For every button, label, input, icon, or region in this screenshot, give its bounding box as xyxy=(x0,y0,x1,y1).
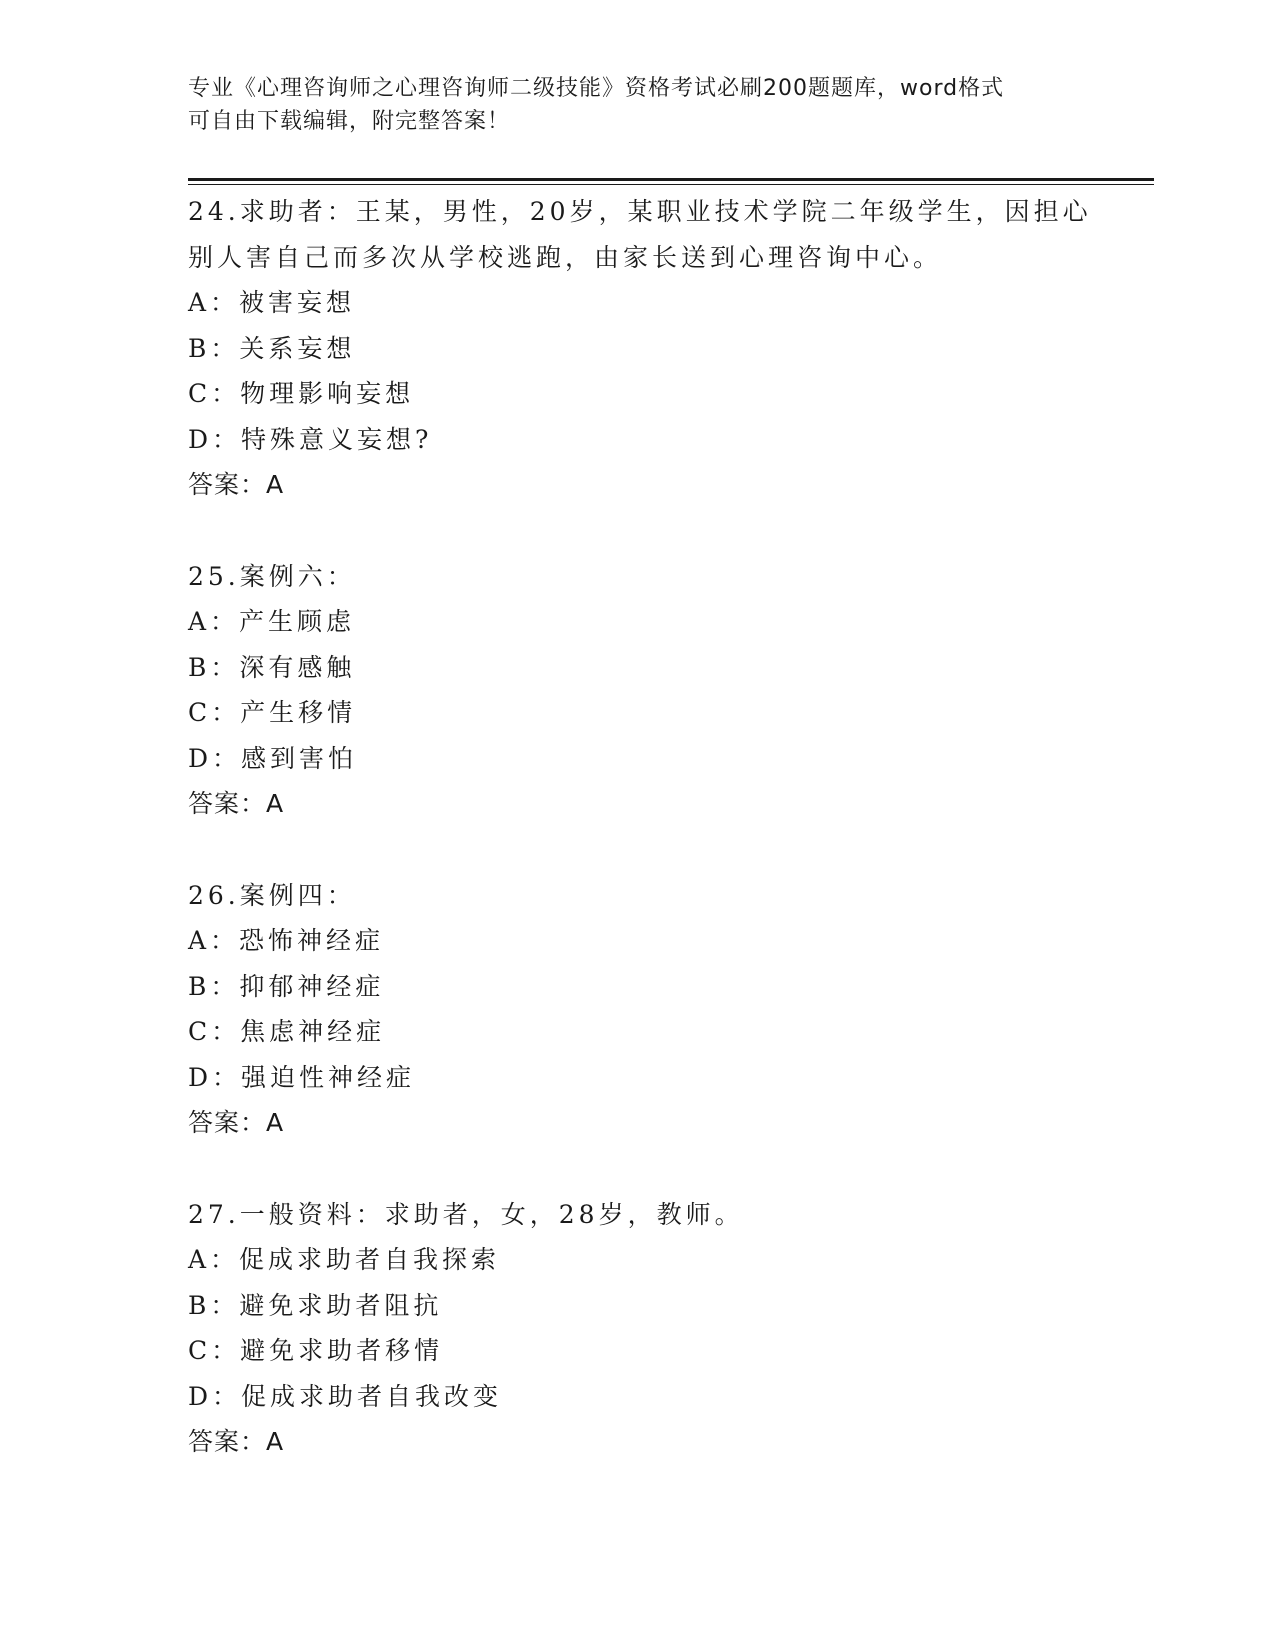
option-a: A：产生顾虑 xyxy=(188,607,356,636)
option-c: C：产生移情 xyxy=(188,698,357,727)
spacer xyxy=(188,508,1088,554)
option-a: A：促成求助者自我探索 xyxy=(188,1245,501,1274)
question-26 xyxy=(188,873,1088,1146)
option-b: B：深有感触 xyxy=(188,652,356,682)
question-25 xyxy=(188,554,1088,827)
answer-label: 答案：A xyxy=(188,470,285,499)
option-b: B：关系妄想 xyxy=(188,333,356,363)
option-a: A：恐怖神经症 xyxy=(188,926,385,955)
header-divider-thick xyxy=(188,178,1154,181)
question-27 xyxy=(188,1192,1088,1465)
option-c: C：避免求助者移情 xyxy=(188,1336,444,1365)
spacer xyxy=(188,1146,1088,1192)
option-a: A：被害妄想 xyxy=(188,288,356,317)
option-b: B：避免求助者阻抗 xyxy=(188,1290,443,1320)
document-header xyxy=(188,72,1088,138)
question-stem: 24.求助者：王某，男性，20岁，某职业技术学院二年级学生，因担心 xyxy=(188,197,1092,226)
question-stem: 27.一般资料：求助者，女，28岁，教师。 xyxy=(188,1199,744,1229)
answer-label: 答案：A xyxy=(188,1108,285,1137)
answer-label: 答案：A xyxy=(188,789,285,818)
option-d: D：感到害怕 xyxy=(188,743,358,773)
answer-label: 答案：A xyxy=(188,1427,285,1456)
option-d: D：特殊意义妄想? xyxy=(188,424,433,454)
option-c: C：焦虑神经症 xyxy=(188,1017,386,1046)
question-24 xyxy=(188,189,1092,508)
option-d: D：强迫性神经症 xyxy=(188,1062,416,1092)
question-list xyxy=(188,189,1092,1465)
option-b: B：抑郁神经症 xyxy=(188,971,385,1001)
header-line-2: 可自由下载编辑，附完整答案！ xyxy=(188,109,511,134)
option-c: C：物理影响妄想 xyxy=(188,379,415,408)
question-stem: 26.案例四： xyxy=(188,880,356,910)
spacer xyxy=(188,827,1088,873)
header-divider-thin xyxy=(188,184,1154,185)
question-stem: 25.案例六： xyxy=(188,561,356,591)
question-stem: 别人害自己而多次从学校逃跑，由家长送到心理咨询中心。 xyxy=(188,242,943,272)
option-d: D：促成求助者自我改变 xyxy=(188,1381,503,1411)
header-line-1: 专业《心理咨询师之心理咨询师二级技能》资格考试必刷200题题库，word格式 xyxy=(188,76,1005,101)
